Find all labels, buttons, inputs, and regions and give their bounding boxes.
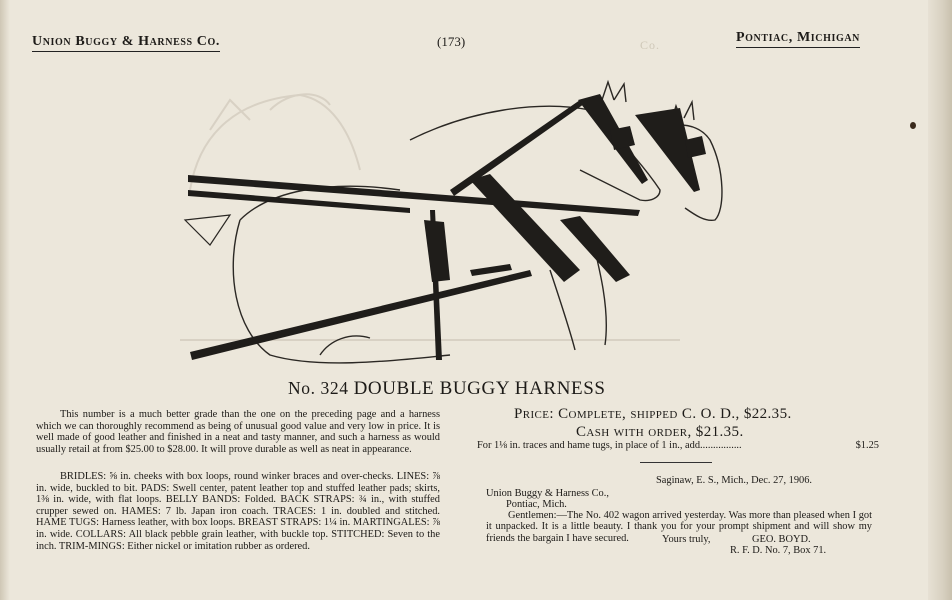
letter-address: R. F. D. No. 7, Box 71. (730, 545, 827, 556)
harness-straps (188, 94, 706, 360)
extra-option-amount: $1.25 (855, 440, 879, 451)
page-edge (928, 0, 952, 600)
product-title (288, 378, 606, 400)
double-harness-horses-illustration (180, 70, 740, 380)
tail-illustration (185, 215, 230, 245)
bleed-through-text: Co. (640, 38, 661, 52)
letter-signature: GEO. BOYD. (752, 534, 811, 545)
letter-closing: Yours truly, (662, 534, 711, 545)
product-specifications (36, 471, 440, 552)
description-text: This number is a much better grade than the one on the preceding page and a harness which we can thoroughly recommend as being of unusual good value and very low in price. It is well made of good leather and finished in a neat and tasty manner, and such a harness as would usually retail at from $25.00 to $28.00. It will prove durable as well as neat in appearance. (36, 409, 440, 455)
page-gutter-shadow (0, 0, 10, 600)
letter-body: Gentlemen:—The No. 402 wagon arrived yesterday. Was more than pleased when I got it unpacked. It is a little beauty. I thank you for your prompt shipment and will show my friends the bargain I have secured. (486, 510, 872, 544)
ink-spot (910, 122, 916, 129)
header-company-name: Union Buggy & Harness Co. (32, 34, 220, 52)
specifications-text: BRIDLES: ⅝ in. cheeks with box loops, round winker braces and over-checks. LINES: ⅞ in. wide, buckled to bit. PADS: Swell center, patent leather top and stuffed leather pads; skirts, 1⅜ in. wide, with flat loops. BELLY BANDS: Folded. BACK STRAPS: ¾ in., with stuffed crupper sewed on. HAMES: 7 lb. Japan iron coach. TRACES: 1 in. doubled and stitched. HAME TUGS: Harness leather, with box loops. BREAST STRAPS: 1¼ in. MARTINGALES: ⅞ in. wide. COLLARS: All black pebble grain leather, with buckle top. STITCHED: Seven to the inch. TRIM-MINGS: Either nickel or imitation rubber as ordered. (36, 471, 440, 552)
product-number: No. 324 (288, 378, 349, 398)
price-cash-with-order: Cash with order, $21.35. (576, 424, 744, 440)
product-name: DOUBLE BUGGY HARNESS (353, 378, 606, 399)
price-complete-cod: Price: Complete, shipped C. O. D., $22.35. (514, 406, 792, 422)
page-number: (173) (437, 34, 466, 49)
extra-option-line (477, 440, 879, 451)
letter-addressee-city: Pontiac, Mich. (506, 499, 567, 510)
header-location: Pontiac, Michigan (736, 30, 860, 48)
letter-addressee: Union Buggy & Harness Co., (486, 488, 609, 499)
product-description (36, 409, 440, 455)
letter-date: Saginaw, E. S., Mich., Dec. 27, 1906. (656, 475, 813, 486)
extra-option-text: For 1⅛ in. traces and hame tugs, in place of 1 in., add................ (477, 440, 742, 451)
divider-rule (640, 462, 712, 463)
